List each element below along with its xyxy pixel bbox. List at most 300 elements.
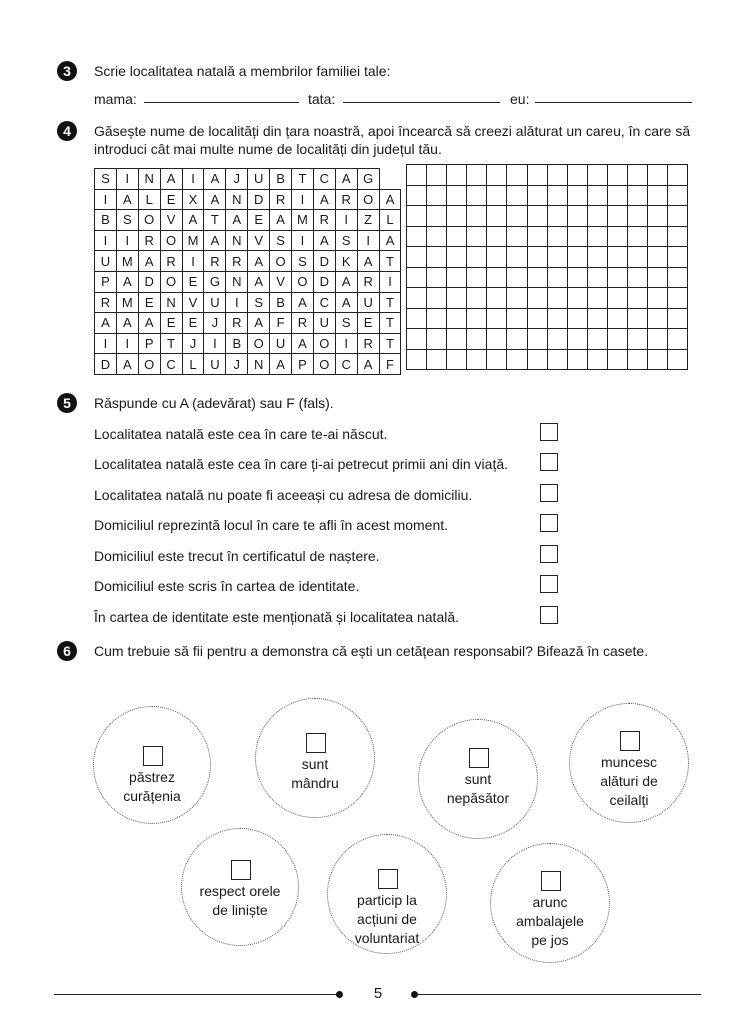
crossword-cell[interactable] <box>587 349 607 370</box>
crossword-cell[interactable] <box>587 308 607 329</box>
crossword-cell[interactable] <box>447 206 467 227</box>
crossword-cell[interactable] <box>567 267 587 288</box>
crossword-cell[interactable] <box>447 288 467 309</box>
crossword-cell[interactable] <box>467 267 487 288</box>
answer-checkbox[interactable] <box>540 453 558 471</box>
crossword-cell[interactable] <box>628 329 648 350</box>
word-search-cell: T <box>204 210 226 231</box>
crossword-cell[interactable] <box>628 226 648 247</box>
word-search-row <box>95 169 401 190</box>
crossword-cell[interactable] <box>467 165 487 186</box>
word-search-cell: D <box>313 271 335 292</box>
word-search-row <box>95 354 401 375</box>
crossword-cell[interactable] <box>427 329 447 350</box>
crossword-cell[interactable] <box>487 206 507 227</box>
option-checkbox[interactable] <box>378 869 398 889</box>
crossword-cell[interactable] <box>628 165 648 186</box>
word-search-cell: I <box>292 230 314 251</box>
crossword-cell[interactable] <box>587 288 607 309</box>
word-search-cell: R <box>357 333 379 354</box>
word-search-cell: O <box>357 189 379 210</box>
crossword-cell[interactable] <box>487 185 507 206</box>
crossword-cell[interactable] <box>427 185 447 206</box>
word-search-cell: M <box>116 292 138 313</box>
crossword-cell[interactable] <box>648 185 668 206</box>
word-search-cell: C <box>160 354 182 375</box>
word-search-cell: T <box>292 169 314 190</box>
word-search-cell: T <box>379 313 401 334</box>
word-search-cell: V <box>248 230 270 251</box>
word-search-cell: K <box>335 251 357 272</box>
word-search-cell: I <box>292 189 314 210</box>
crossword-cell[interactable] <box>628 308 648 329</box>
crossword-cell[interactable] <box>507 288 527 309</box>
word-search-cell: A <box>95 313 117 334</box>
word-search-cell: L <box>379 210 401 231</box>
word-search-cell: R <box>335 189 357 210</box>
crossword-cell[interactable] <box>527 267 547 288</box>
crossword-cell[interactable] <box>427 267 447 288</box>
word-search-cell: I <box>95 230 117 251</box>
crossword-cell[interactable] <box>567 165 587 186</box>
crossword-cell[interactable] <box>427 288 447 309</box>
tata-answer-line[interactable] <box>343 86 500 103</box>
word-search-cell: S <box>95 169 117 190</box>
option-label: muncesc alături de ceilalți <box>600 754 658 808</box>
word-search-cell: A <box>182 210 204 231</box>
word-search-row <box>95 333 401 354</box>
exercise-3-prompt: Scrie localitatea natală a membrilor familiei tale: <box>94 63 391 79</box>
word-search-cell: I <box>116 333 138 354</box>
word-search-cell: O <box>313 354 335 375</box>
crossword-cell[interactable] <box>507 165 527 186</box>
word-search-cell: A <box>116 271 138 292</box>
crossword-cell[interactable] <box>668 308 688 329</box>
answer-checkbox[interactable] <box>540 575 558 593</box>
option-label: păstrez curățenia <box>123 769 181 804</box>
word-search-cell: S <box>335 313 357 334</box>
word-search-row <box>95 210 401 231</box>
exercise-5-number: 5 <box>57 393 77 413</box>
exercise-5-prompt: Răspunde cu A (adevărat) sau F (fals). <box>94 395 334 411</box>
crossword-cell[interactable] <box>648 165 668 186</box>
word-search-cell: N <box>226 189 248 210</box>
exercise-4-prompt: Găsește nume de localități din țara noastră, apoi încearcă să creezi alăturat un careu, în care să introduci cât mai multe nume de localități din județul tău. <box>94 123 691 157</box>
crossword-cell[interactable] <box>527 247 547 268</box>
crossword-cell[interactable] <box>547 288 567 309</box>
crossword-cell[interactable] <box>447 267 467 288</box>
word-search-cell: M <box>116 251 138 272</box>
crossword-cell[interactable] <box>407 288 427 309</box>
crossword-cell[interactable] <box>507 185 527 206</box>
option-checkbox[interactable] <box>469 748 489 768</box>
crossword-cell[interactable] <box>507 206 527 227</box>
crossword-cell[interactable] <box>628 267 648 288</box>
crossword-cell[interactable] <box>527 206 547 227</box>
crossword-cell[interactable] <box>507 308 527 329</box>
word-search-cell: C <box>313 169 335 190</box>
word-search-cell: R <box>357 271 379 292</box>
option-label: sunt mândru <box>291 756 339 791</box>
word-search-cell: B <box>270 292 292 313</box>
word-search-cell: R <box>204 251 226 272</box>
word-search-cell: R <box>160 251 182 272</box>
crossword-cell[interactable] <box>507 267 527 288</box>
crossword-cell[interactable] <box>427 226 447 247</box>
crossword-cell[interactable] <box>487 308 507 329</box>
option-checkbox[interactable] <box>620 731 640 751</box>
word-search-cell: A <box>357 251 379 272</box>
word-search-cell: D <box>95 354 117 375</box>
crossword-cell[interactable] <box>427 247 447 268</box>
word-search-cell: F <box>379 354 401 375</box>
crossword-cell[interactable] <box>648 329 668 350</box>
crossword-cell[interactable] <box>648 349 668 370</box>
answer-checkbox[interactable] <box>540 545 558 563</box>
word-search-cell: B <box>95 210 117 231</box>
crossword-cell[interactable] <box>587 185 607 206</box>
word-search-cell: I <box>204 333 226 354</box>
word-search-cell: O <box>270 251 292 272</box>
crossword-cell[interactable] <box>567 185 587 206</box>
option-label: respect orele de liniște <box>199 883 281 918</box>
crossword-cell[interactable] <box>547 267 567 288</box>
word-search-row <box>95 189 401 210</box>
crossword-cell[interactable] <box>607 226 627 247</box>
crossword-cell[interactable] <box>607 267 627 288</box>
crossword-cell[interactable] <box>427 206 447 227</box>
crossword-cell[interactable] <box>487 329 507 350</box>
crossword-cell[interactable] <box>467 288 487 309</box>
crossword-cell[interactable] <box>547 329 567 350</box>
word-search-cell: B <box>226 333 248 354</box>
crossword-cell[interactable] <box>587 165 607 186</box>
word-search-cell: J <box>182 333 204 354</box>
word-search-cell: R <box>95 292 117 313</box>
word-search-cell: V <box>160 210 182 231</box>
exercise-6-prompt: Cum trebuie să fii pentru a demonstra că ești un cetățean responsabil? Bifează în casete. <box>94 643 649 659</box>
word-search-cell: D <box>313 251 335 272</box>
crossword-cell[interactable] <box>567 349 587 370</box>
crossword-cell[interactable] <box>607 185 627 206</box>
option-checkbox[interactable] <box>541 871 561 891</box>
word-search-cell: A <box>116 354 138 375</box>
crossword-cell[interactable] <box>447 349 467 370</box>
word-search-cell: C <box>313 292 335 313</box>
crossword-cell[interactable] <box>547 165 567 186</box>
crossword-cell[interactable] <box>668 165 688 186</box>
crossword-cell[interactable] <box>447 308 467 329</box>
exercise-4-number: 4 <box>57 121 77 141</box>
word-search-row <box>95 251 401 272</box>
crossword-cell[interactable] <box>668 226 688 247</box>
word-search-cell: E <box>248 210 270 231</box>
word-search-cell: R <box>226 313 248 334</box>
word-search-cell: L <box>138 189 160 210</box>
crossword-cell[interactable] <box>527 308 547 329</box>
crossword-cell[interactable] <box>407 308 427 329</box>
word-search-cell: O <box>313 333 335 354</box>
word-search-cell: P <box>138 333 160 354</box>
crossword-cell[interactable] <box>607 165 627 186</box>
crossword-cell[interactable] <box>668 247 688 268</box>
word-search-cell: J <box>226 169 248 190</box>
crossword-cell[interactable] <box>447 226 467 247</box>
word-search-cell: O <box>248 333 270 354</box>
word-search-cell: A <box>248 313 270 334</box>
crossword-cell[interactable] <box>407 267 427 288</box>
word-search-cell: G <box>204 271 226 292</box>
empty-crossword-grid[interactable] <box>406 164 688 370</box>
crossword-cell[interactable] <box>668 349 688 370</box>
option-checkbox[interactable] <box>143 746 163 766</box>
word-search-cell: E <box>160 189 182 210</box>
word-search-cell: B <box>270 169 292 190</box>
word-search-cell: I <box>357 230 379 251</box>
word-search-cell: R <box>313 210 335 231</box>
option-label: sunt nepăsător <box>446 771 510 806</box>
crossword-cell[interactable] <box>648 267 668 288</box>
crossword-cell[interactable] <box>587 226 607 247</box>
word-search-cell: O <box>292 271 314 292</box>
crossword-cell[interactable] <box>507 226 527 247</box>
word-search-cell: U <box>95 251 117 272</box>
statement-text: În cartea de identitate este menționată și localitatea natală. <box>94 609 460 625</box>
crossword-cell[interactable] <box>607 329 627 350</box>
crossword-cell[interactable] <box>427 165 447 186</box>
crossword-cell[interactable] <box>507 247 527 268</box>
crossword-cell[interactable] <box>547 308 567 329</box>
word-search-cell: J <box>204 313 226 334</box>
crossword-cell[interactable] <box>607 308 627 329</box>
crossword-cell[interactable] <box>567 288 587 309</box>
crossword-cell[interactable] <box>467 247 487 268</box>
crossword-cell[interactable] <box>467 349 487 370</box>
word-search-cell: A <box>313 230 335 251</box>
word-search-cell: A <box>248 251 270 272</box>
crossword-cell[interactable] <box>447 247 467 268</box>
crossword-cell[interactable] <box>587 329 607 350</box>
crossword-cell[interactable] <box>407 185 427 206</box>
word-search-cell: A <box>248 271 270 292</box>
word-search-cell: L <box>182 354 204 375</box>
mama-answer-line[interactable] <box>144 86 299 103</box>
word-search-cell: A <box>116 313 138 334</box>
crossword-cell[interactable] <box>628 288 648 309</box>
option-checkbox[interactable] <box>231 860 251 880</box>
crossword-cell[interactable] <box>547 206 567 227</box>
word-search-cell: A <box>204 169 226 190</box>
crossword-cell[interactable] <box>668 206 688 227</box>
crossword-cell[interactable] <box>407 329 427 350</box>
crossword-cell[interactable] <box>427 349 447 370</box>
crossword-cell[interactable] <box>648 206 668 227</box>
crossword-cell[interactable] <box>487 288 507 309</box>
crossword-cell[interactable] <box>628 185 648 206</box>
crossword-cell[interactable] <box>507 329 527 350</box>
word-search-cell: I <box>182 251 204 272</box>
word-search-cell: N <box>160 292 182 313</box>
exercise-6-number: 6 <box>57 641 77 661</box>
crossword-cell[interactable] <box>648 226 668 247</box>
word-search-cell: A <box>270 210 292 231</box>
statement-text: Domiciliul este trecut în certificatul de naștere. <box>94 548 380 564</box>
crossword-cell[interactable] <box>668 185 688 206</box>
word-search-cell: S <box>248 292 270 313</box>
word-search-cell: I <box>116 230 138 251</box>
crossword-cell[interactable] <box>527 185 547 206</box>
crossword-cell[interactable] <box>407 226 427 247</box>
word-search-cell: P <box>95 271 117 292</box>
statement-text: Domiciliul reprezintă locul în care te afli în acest moment. <box>94 517 449 533</box>
word-search-cell: S <box>335 230 357 251</box>
crossword-cell[interactable] <box>648 288 668 309</box>
word-search-cell: P <box>292 354 314 375</box>
crossword-cell[interactable] <box>567 247 587 268</box>
crossword-cell[interactable] <box>467 308 487 329</box>
word-search-cell: U <box>248 169 270 190</box>
crossword-cell[interactable] <box>407 165 427 186</box>
word-search-cell: A <box>270 354 292 375</box>
crossword-cell[interactable] <box>668 329 688 350</box>
word-search-cell: T <box>379 333 401 354</box>
word-search-cell: U <box>204 354 226 375</box>
crossword-cell[interactable] <box>487 267 507 288</box>
crossword-cell[interactable] <box>527 226 547 247</box>
crossword-cell[interactable] <box>628 349 648 370</box>
word-search-cell: E <box>138 292 160 313</box>
crossword-cell[interactable] <box>407 349 427 370</box>
crossword-cell[interactable] <box>407 247 427 268</box>
word-search-cell: M <box>292 210 314 231</box>
word-search-cell: R <box>270 189 292 210</box>
crossword-cell[interactable] <box>648 308 668 329</box>
crossword-cell[interactable] <box>467 226 487 247</box>
crossword-cell[interactable] <box>567 308 587 329</box>
word-search-cell: A <box>313 189 335 210</box>
word-search-cell: O <box>138 210 160 231</box>
word-search-row <box>95 271 401 292</box>
crossword-cell[interactable] <box>587 247 607 268</box>
word-search-cell: A <box>160 169 182 190</box>
crossword-cell[interactable] <box>567 206 587 227</box>
word-search-cell: S <box>116 210 138 231</box>
word-search-cell: A <box>116 189 138 210</box>
crossword-cell[interactable] <box>648 247 668 268</box>
crossword-cell[interactable] <box>527 349 547 370</box>
crossword-cell[interactable] <box>527 288 547 309</box>
word-search-cell: I <box>95 333 117 354</box>
word-search-grid <box>94 168 401 375</box>
word-search-cell: U <box>270 333 292 354</box>
statement-text: Domiciliul este scris în cartea de identitate. <box>94 578 360 594</box>
word-search-cell: A <box>335 271 357 292</box>
tata-label: tata: <box>308 91 336 107</box>
footer-line-left <box>54 994 340 995</box>
crossword-cell[interactable] <box>427 308 447 329</box>
word-search-cell: T <box>379 251 401 272</box>
word-search-cell: T <box>379 292 401 313</box>
option-label: particip la acțiuni de voluntariat <box>354 892 420 946</box>
crossword-cell[interactable] <box>607 206 627 227</box>
word-search-cell: S <box>292 251 314 272</box>
word-search-cell: A <box>292 292 314 313</box>
crossword-cell[interactable] <box>547 226 567 247</box>
crossword-cell[interactable] <box>447 185 467 206</box>
answer-checkbox[interactable] <box>540 423 558 441</box>
option-checkbox[interactable] <box>306 733 326 753</box>
crossword-cell[interactable] <box>507 349 527 370</box>
word-search-cell: U <box>313 313 335 334</box>
crossword-cell[interactable] <box>487 165 507 186</box>
word-search-cell: N <box>226 271 248 292</box>
word-search-cell: A <box>357 354 379 375</box>
word-search-cell: A <box>335 292 357 313</box>
crossword-cell[interactable] <box>407 206 427 227</box>
word-search-cell: F <box>270 313 292 334</box>
crossword-cell[interactable] <box>527 165 547 186</box>
word-search-cell: I <box>182 169 204 190</box>
crossword-cell[interactable] <box>467 185 487 206</box>
crossword-cell[interactable] <box>487 349 507 370</box>
crossword-cell[interactable] <box>668 267 688 288</box>
answer-checkbox[interactable] <box>540 514 558 532</box>
crossword-cell[interactable] <box>447 329 467 350</box>
crossword-cell[interactable] <box>527 329 547 350</box>
crossword-cell[interactable] <box>607 288 627 309</box>
crossword-cell[interactable] <box>447 165 467 186</box>
crossword-cell[interactable] <box>587 206 607 227</box>
crossword-cell[interactable] <box>668 288 688 309</box>
crossword-cell[interactable] <box>628 206 648 227</box>
crossword-cell[interactable] <box>628 247 648 268</box>
eu-answer-line[interactable] <box>535 86 692 103</box>
page-number: 5 <box>373 985 383 1002</box>
crossword-cell[interactable] <box>587 267 607 288</box>
crossword-cell[interactable] <box>487 247 507 268</box>
crossword-cell[interactable] <box>467 206 487 227</box>
crossword-cell[interactable] <box>607 349 627 370</box>
word-search-cell: J <box>226 354 248 375</box>
word-search-cell: I <box>335 333 357 354</box>
word-search-row <box>95 313 401 334</box>
word-search-cell: C <box>335 354 357 375</box>
word-search-cell: A <box>204 189 226 210</box>
word-search-cell: R <box>226 251 248 272</box>
crossword-cell[interactable] <box>467 329 487 350</box>
word-search-cell: A <box>379 189 401 210</box>
crossword-cell[interactable] <box>567 329 587 350</box>
exercise-3-number: 3 <box>57 61 77 81</box>
word-search-cell: E <box>182 271 204 292</box>
answer-checkbox[interactable] <box>540 484 558 502</box>
crossword-cell[interactable] <box>487 226 507 247</box>
crossword-cell[interactable] <box>547 247 567 268</box>
crossword-cell[interactable] <box>607 247 627 268</box>
word-search-cell: E <box>357 313 379 334</box>
word-search-row <box>95 230 401 251</box>
word-search-cell: U <box>204 292 226 313</box>
option-label: arunc ambalajele pe jos <box>516 894 584 948</box>
crossword-cell[interactable] <box>547 185 567 206</box>
word-search-cell: A <box>138 251 160 272</box>
word-search-cell: R <box>138 230 160 251</box>
word-search-cell: D <box>248 189 270 210</box>
crossword-cell[interactable] <box>567 226 587 247</box>
crossword-cell[interactable] <box>547 349 567 370</box>
word-search-cell: I <box>335 210 357 231</box>
answer-checkbox[interactable] <box>540 606 558 624</box>
